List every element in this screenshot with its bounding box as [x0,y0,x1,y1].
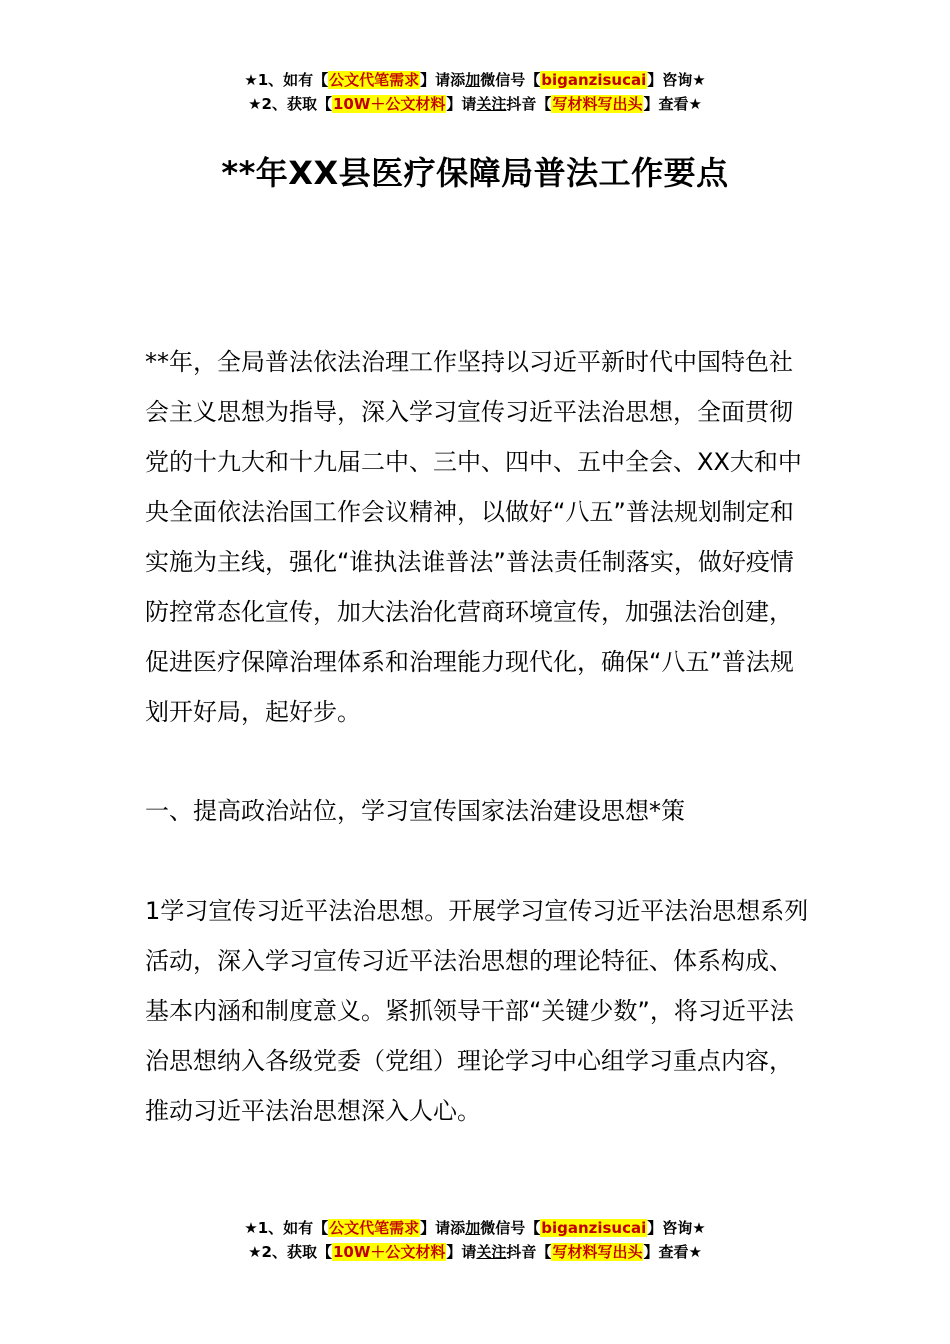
promo-text: 抖音【 [506,95,552,113]
promo-text: ★1、如有【 [244,71,329,89]
promo-text: 】请添 [420,71,466,89]
promo-text: 微信号【 [480,1219,541,1237]
promo-highlight: 10W＋公文材料 [332,1243,446,1261]
promo-highlight: 写材料写出头 [552,95,643,113]
promo-footer [0,1216,950,1264]
promo-text: 】咨询★ [647,71,706,89]
promo-text: ★2、获取【 [248,1243,332,1261]
promo-line-2 [0,1240,950,1264]
promo-line-2 [0,92,950,116]
promo-text: 】请 [446,95,477,113]
promo-text-underlined: 加 [465,71,481,89]
promo-text: 抖音【 [506,1243,552,1261]
promo-highlight: biganzisucai [541,71,647,89]
promo-header [0,68,950,116]
promo-highlight: biganzisucai [541,1219,647,1237]
promo-text: 】咨询★ [647,1219,706,1237]
promo-line-1 [0,1216,950,1240]
promo-text: 】请添 [420,1219,466,1237]
promo-line-1 [0,68,950,92]
section-heading: 一、提高政治站位，学习宣传国家法治建设思想*策 [145,797,685,825]
promo-highlight: 公文代笔需求 [329,1219,420,1237]
promo-highlight: 写材料写出头 [552,1243,643,1261]
promo-text: 】请 [446,1243,477,1261]
intro-paragraph: **年，全局普法依法治理工作坚持以习近平新时代中国特色社会主义思想为指导，深入学习宣传习近平法治思想，全面贯彻党的十九大和十九届二中、三中、四中、五中全会、XX大和中央全面依法治国工作会议精神，以做好“八五”普法规划制定和实施为主线，强化“谁执法谁普法”普法责任制落实，做好疫情防控常态化宣传，加大法治化营商环境宣传，加强法治创建，促进医疗保障治理体系和治理能力现代化，确保“八五”普法规划开好局，起好步。 [145,348,802,726]
promo-text-underlined: 加 [465,1219,481,1237]
promo-highlight: 10W＋公文材料 [332,95,446,113]
promo-text: 微信号【 [480,71,541,89]
promo-text-underlined: 关注 [476,95,507,113]
body-paragraph: 1学习宣传习近平法治思想。开展学习宣传习近平法治思想系列活动，深入学习宣传习近平法治思想的理论特征、体系构成、基本内涵和制度意义。紧抓领导干部“关键少数”，将习近平法治思想纳入各级党委（党组）理论学习中心组学习重点内容，推动习近平法治思想深入人心。 [145,897,809,1125]
promo-text: 】查看★ [643,1243,702,1261]
promo-text: 】查看★ [643,95,702,113]
document-title: **年XX县医疗保障局普法工作要点 [221,154,729,192]
promo-text-underlined: 关注 [476,1243,507,1261]
promo-highlight: 公文代笔需求 [329,71,420,89]
promo-text: ★1、如有【 [244,1219,329,1237]
promo-text: ★2、获取【 [248,95,332,113]
